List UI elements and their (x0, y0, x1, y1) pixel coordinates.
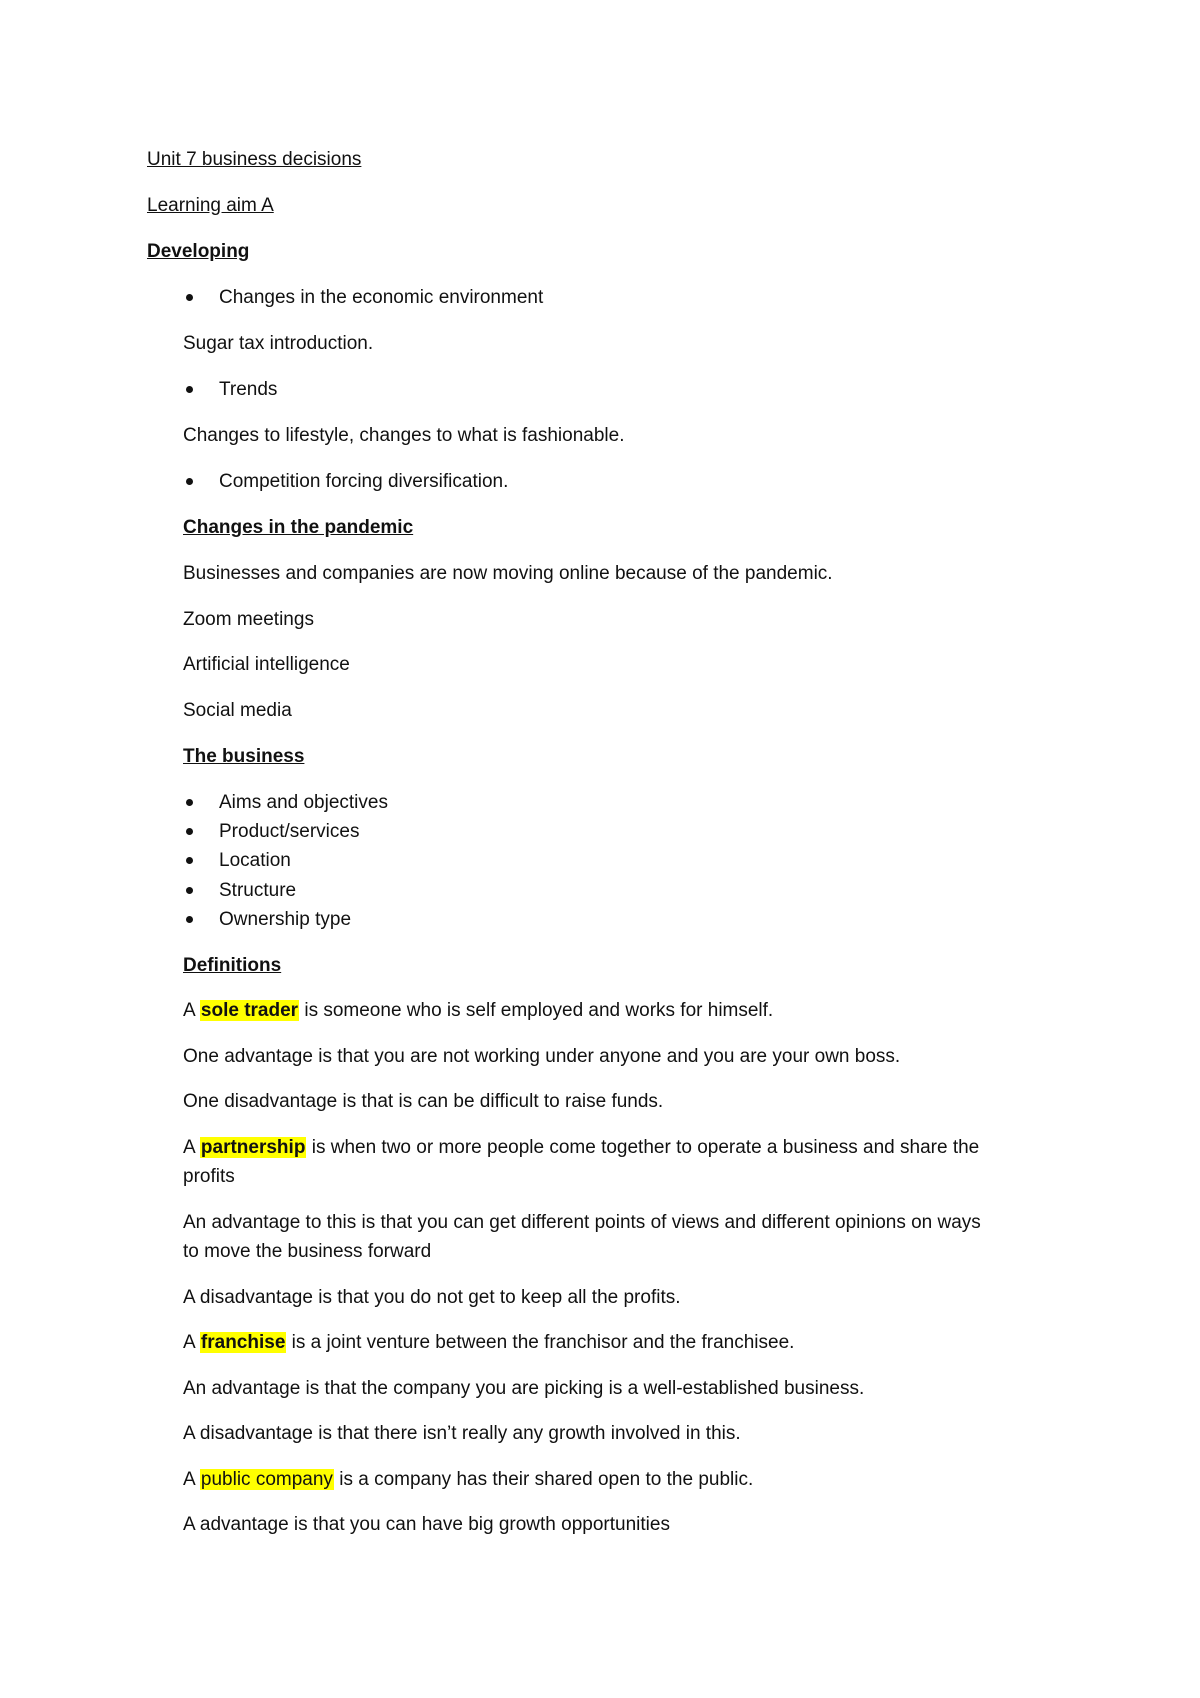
list-item: Changes in the economic environment (219, 287, 544, 308)
bullet-icon (186, 916, 193, 923)
body-text: Zoom meetings (183, 609, 314, 630)
list-item: Ownership type (219, 909, 352, 930)
business-heading: The business (183, 746, 305, 767)
note-text: Changes to lifestyle, changes to what is fashionable. (183, 425, 625, 446)
bullet-icon (186, 386, 193, 393)
body-text: An advantage is that the company you are picking is a well-established business. (183, 1378, 865, 1399)
learning-aim-label: Learning aim A (147, 195, 274, 216)
bullet-icon (186, 828, 193, 835)
definitions-heading: Definitions (183, 955, 282, 976)
bullet-icon (186, 857, 193, 864)
developing-heading: Developing (147, 241, 250, 262)
highlighted-term: public company (200, 1469, 333, 1490)
body-text: A advantage is that you can have big growth opportunities (183, 1514, 670, 1535)
definition-partnership: A partnership is when two or more people come together to operate a business and share the (183, 1137, 980, 1158)
document-title: Unit 7 business decisions (147, 149, 362, 170)
bullet-icon (186, 887, 193, 894)
highlighted-term: sole trader (200, 1000, 299, 1021)
body-text: An advantage to this is that you can get different points of views and different opinions on ways (183, 1212, 981, 1233)
highlighted-term: franchise (200, 1332, 286, 1353)
bullet-icon (186, 478, 193, 485)
body-text: A disadvantage is that there isn’t really any growth involved in this. (183, 1423, 741, 1444)
definition-sole-trader: A sole trader is someone who is self employed and works for himself. (183, 1000, 774, 1021)
list-item: Product/services (219, 821, 360, 842)
body-text: One disadvantage is that is can be difficult to raise funds. (183, 1091, 664, 1112)
pandemic-heading: Changes in the pandemic (183, 517, 414, 538)
list-item: Aims and objectives (219, 792, 388, 813)
body-text: Businesses and companies are now moving online because of the pandemic. (183, 563, 833, 584)
body-text: Artificial intelligence (183, 654, 350, 675)
list-item: Competition forcing diversification. (219, 471, 509, 492)
note-text: Sugar tax introduction. (183, 333, 374, 354)
body-text: One advantage is that you are not working under anyone and you are your own boss. (183, 1046, 901, 1067)
body-text: to move the business forward (183, 1241, 432, 1262)
list-item: Location (219, 850, 291, 871)
list-item: Structure (219, 880, 297, 901)
definition-franchise: A franchise is a joint venture between the franchisor and the franchisee. (183, 1332, 795, 1353)
definition-public-company: A public company is a company has their shared open to the public. (183, 1469, 754, 1490)
bullet-icon (186, 799, 193, 806)
body-text: A disadvantage is that you do not get to keep all the profits. (183, 1287, 681, 1308)
bullet-icon (186, 294, 193, 301)
body-text: profits (183, 1166, 235, 1187)
body-text: Social media (183, 700, 292, 721)
list-item: Trends (219, 379, 278, 400)
highlighted-term: partnership (200, 1137, 306, 1158)
